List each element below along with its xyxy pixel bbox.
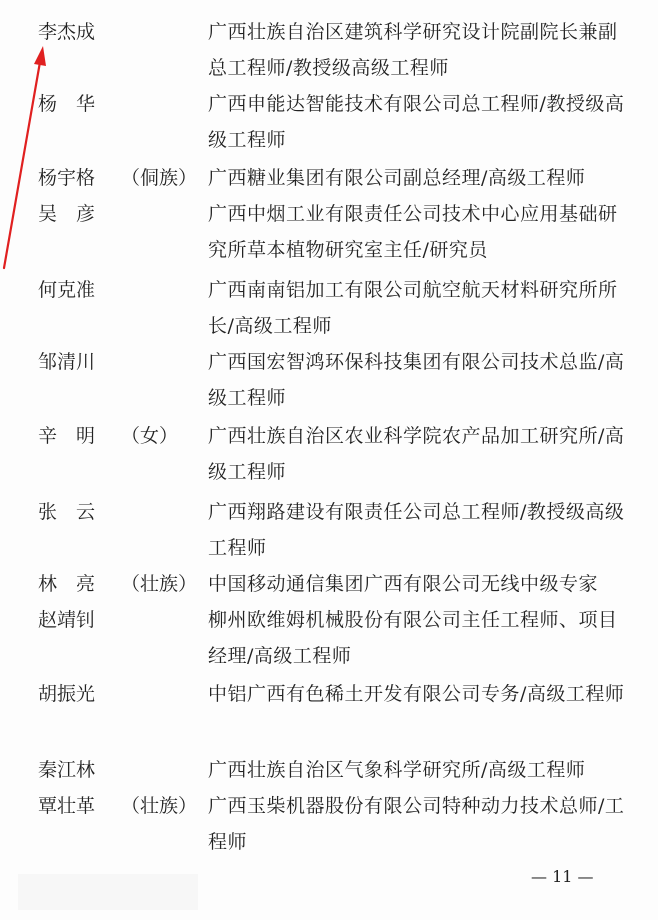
member-title: 广西玉柴机器股份有限公司特种动力技术总师/工程师	[208, 795, 625, 853]
bleed-through-mark	[18, 874, 198, 910]
member-name: 秦江林	[38, 759, 96, 781]
member-title: 中国移动通信集团广西有限公司无线中级专家	[208, 573, 599, 595]
member-ethnicity: （壮族）	[121, 795, 198, 817]
member-name: 何克准	[38, 279, 96, 301]
member-name: 张 云	[38, 501, 96, 523]
member-name: 杨 华	[38, 93, 96, 115]
member-name: 胡振光	[38, 683, 96, 705]
member-title: 广西申能达智能技术有限公司总工程师/教授级高级工程师	[208, 93, 625, 151]
page-number: — 11 —	[531, 867, 594, 886]
member-title: 广西中烟工业有限责任公司技术中心应用基础研究所草本植物研究室主任/研究员	[208, 203, 618, 261]
member-title: 广西糖业集团有限公司副总经理/高级工程师	[208, 167, 586, 189]
member-name: 赵靖钊	[38, 609, 96, 631]
member-ethnicity: （女）	[121, 425, 179, 447]
member-title: 广西壮族自治区建筑科学研究设计院副院长兼副总工程师/教授级高级工程师	[208, 21, 618, 79]
member-title: 广西南南铝加工有限公司航空航天材料研究所所长/高级工程师	[208, 279, 618, 337]
member-ethnicity: （侗族）	[121, 167, 198, 189]
member-title: 广西壮族自治区气象科学研究所/高级工程师	[208, 759, 586, 781]
member-name: 覃壮革	[38, 795, 96, 817]
member-title: 中铝广西有色稀土开发有限公司专务/高级工程师	[208, 683, 625, 705]
member-title: 广西翔路建设有限责任公司总工程师/教授级高级工程师	[208, 501, 625, 559]
member-ethnicity: （壮族）	[121, 573, 198, 595]
member-name: 林 亮	[38, 573, 96, 595]
member-title: 广西壮族自治区农业科学院农产品加工研究所/高级工程师	[208, 425, 625, 483]
member-name: 辛 明	[38, 425, 96, 447]
member-name: 吴 彦	[38, 203, 96, 225]
member-title: 柳州欧维姆机械股份有限公司主任工程师、项目经理/高级工程师	[208, 609, 618, 667]
member-name: 杨宇格	[38, 167, 96, 189]
member-title: 广西国宏智鸿环保科技集团有限公司技术总监/高级工程师	[208, 351, 625, 409]
member-name: 李杰成	[38, 21, 96, 43]
member-name: 邹清川	[38, 351, 96, 373]
